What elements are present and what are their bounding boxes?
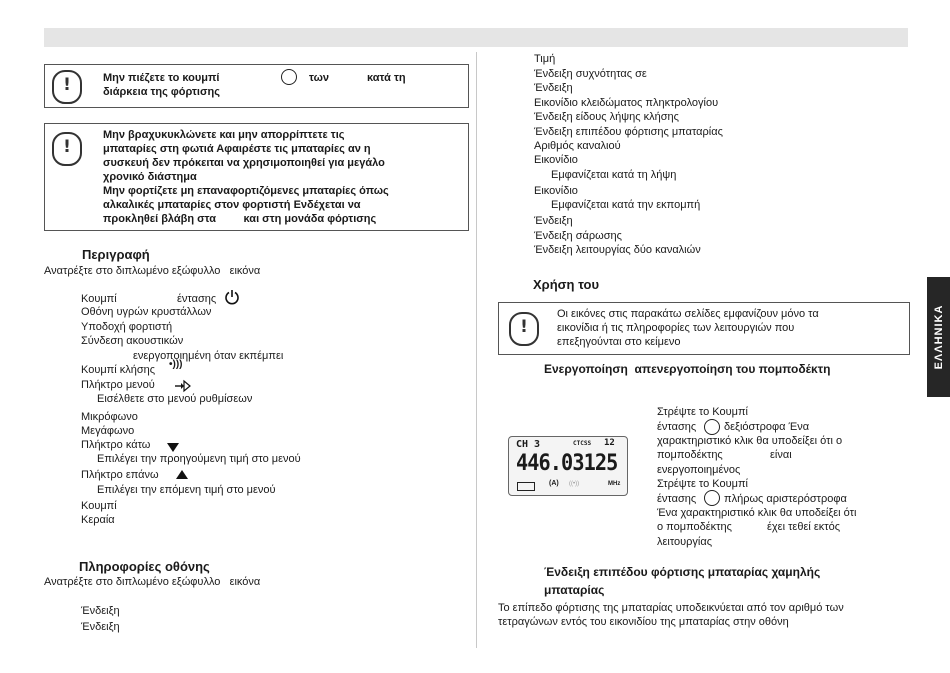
power-text: έντασης bbox=[657, 493, 697, 505]
warning2-line: Μην φορτίζετε μη επαναφορτιζόμενες μπαταρίες όπως bbox=[103, 185, 389, 197]
volume-knob-icon bbox=[704, 490, 720, 506]
item-down-desc: Επιλέγει την προηγούμενη τιμή στο μενού bbox=[97, 453, 301, 465]
power-text: Ένα χαρακτηριστικό κλικ θα υποδείξει ότι bbox=[657, 507, 857, 519]
lcd-channel: CH 3 bbox=[516, 439, 541, 450]
warning2-line: χρονικό διάστημα bbox=[103, 171, 197, 183]
warning-box-charging bbox=[44, 64, 469, 108]
power-text: είναι bbox=[770, 449, 792, 461]
display-list-item: Τιμή bbox=[534, 53, 556, 65]
display-info-item: Ένδειξη bbox=[81, 605, 120, 617]
lcd-battery-icon bbox=[517, 482, 535, 491]
lcd-tx-icon: ((•)) bbox=[569, 481, 580, 487]
power-text: δεξιόστροφα Ένα bbox=[724, 421, 810, 433]
item-down: Πλήκτρο κάτω bbox=[81, 439, 151, 451]
item-lcd: Οθόνη υγρών κρυστάλλων bbox=[81, 306, 212, 318]
column-divider bbox=[476, 52, 477, 648]
power-text: λειτουργίας bbox=[657, 536, 713, 548]
power-text: έχει τεθεί εκτός bbox=[767, 521, 841, 533]
item-led: ενεργοποιημένη όταν εκπέμπει bbox=[133, 350, 284, 362]
header-bar bbox=[44, 28, 908, 47]
battery-heading: μπαταρίας bbox=[544, 583, 605, 597]
display-list-item: Ένδειξη συχνότητας σε bbox=[534, 68, 647, 80]
usage-note-line: Οι εικόνες στις παρακάτω σελίδες εμφανίζουν μόνο τα bbox=[557, 308, 819, 320]
display-list-item: Ένδειξη επιπέδου φόρτισης μπαταρίας bbox=[534, 126, 723, 138]
description-intro: Ανατρέξτε στο διπλωμένο εξώφυλλο εικόνα bbox=[44, 265, 261, 277]
display-info-item: Ένδειξη bbox=[81, 621, 120, 633]
warning1-text-line2: διάρκεια της φόρτισης bbox=[103, 86, 220, 98]
display-list-item: Ένδειξη λειτουργίας δύο καναλιών bbox=[534, 244, 701, 256]
lcd-unit: MHz bbox=[608, 481, 621, 487]
lcd-code-number: 12 bbox=[604, 438, 615, 448]
display-list-item: Ένδειξη είδους λήψης κλήσης bbox=[534, 111, 679, 123]
volume-knob-icon bbox=[704, 419, 720, 435]
power-text: χαρακτηριστικό κλικ θα υποδείξει ότι ο bbox=[657, 435, 843, 447]
menu-icon bbox=[174, 379, 194, 393]
warning2-line: αλκαλικές μπαταρίες στον φορτιστή Ενδέχεται να bbox=[103, 199, 361, 211]
lcd-a-label: (A) bbox=[549, 480, 559, 487]
power-text: Στρέψτε το Κουμπί bbox=[657, 406, 748, 418]
item-antenna: Κεραία bbox=[81, 514, 115, 526]
power-icon bbox=[224, 289, 240, 305]
battery-text: Το επίπεδο φόρτισης της μπαταρίας υποδεικνύεται από τον αριθμό των bbox=[498, 602, 844, 614]
item-volume bbox=[81, 292, 117, 306]
item-button: Κουμπί bbox=[81, 500, 117, 512]
description-heading: Περιγραφή bbox=[82, 247, 150, 262]
display-list-item: Εικονίδιο bbox=[534, 154, 578, 166]
call-icon: •))) bbox=[169, 359, 183, 370]
item-charger: Υποδοχή φορτιστή bbox=[81, 321, 173, 333]
warning1-text-c: κατά τη bbox=[367, 72, 406, 84]
display-list-subitem: Εμφανίζεται κατά τη λήψη bbox=[551, 169, 677, 181]
display-list-item: Αριθμός καναλιού bbox=[534, 140, 621, 152]
item-call: Κουμπί κλήσης bbox=[81, 364, 156, 376]
item-menu-desc: Εισέλθετε στο μενού ρυθμίσεων bbox=[97, 393, 253, 405]
battery-text: τετραγώνων εντός του εικονιδίου της μπαταρίας στην οθόνη bbox=[498, 616, 789, 628]
display-list-item: Ένδειξη bbox=[534, 82, 573, 94]
warning-text-line1 bbox=[103, 71, 219, 85]
power-text: ενεργοποιημένος bbox=[657, 464, 741, 476]
warning-icon bbox=[52, 132, 82, 166]
item-volume-label-a: Κουμπί bbox=[81, 293, 117, 305]
item-mic: Μικρόφωνο bbox=[81, 411, 138, 423]
warning1-text-a: Μην πιέζετε το κουμπί bbox=[103, 72, 220, 84]
info-icon bbox=[509, 312, 539, 346]
battery-heading: Ένδειξη επιπέδου φόρτισης μπαταρίας χαμηλής bbox=[544, 565, 821, 579]
warning1-text-b: των bbox=[309, 72, 330, 84]
language-tab bbox=[927, 277, 950, 397]
warning2-line: Μην βραχυκυκλώνετε και μην απορρίπτετε τις bbox=[103, 129, 345, 141]
warning2-line: συσκευή δεν πρόκειται να χρησιμοποιηθεί για μεγάλο bbox=[103, 157, 385, 169]
display-list-subitem: Εμφανίζεται κατά την εκπομπή bbox=[551, 199, 701, 211]
power-text: πομποδέκτης bbox=[657, 449, 723, 461]
usage-note-box bbox=[498, 302, 910, 355]
power-button-icon bbox=[281, 69, 297, 85]
lcd-display-figure bbox=[508, 436, 628, 496]
lcd-frequency: 446.03125 bbox=[516, 451, 618, 476]
item-menu: Πλήκτρο μενού bbox=[81, 379, 155, 391]
warning2-line: προκληθεί βλάβη στα και στη μονάδα φόρτισης bbox=[103, 213, 377, 225]
power-heading: Ενεργοποίηση απενεργοποίηση του πομποδέκτη bbox=[544, 362, 831, 376]
power-text: πλήρως αριστερόστροφα bbox=[724, 493, 847, 505]
usage-note-line: επεξηγούνται στο κείμενο bbox=[557, 336, 681, 348]
display-list-item: Εικονίδιο κλειδώματος πληκτρολογίου bbox=[534, 97, 719, 109]
item-up-desc: Επιλέγει την επόμενη τιμή στο μενού bbox=[97, 484, 276, 496]
power-text: Στρέψτε το Κουμπί bbox=[657, 478, 748, 490]
display-list-item: Ένδειξη bbox=[534, 215, 573, 227]
power-text: έντασης bbox=[657, 421, 697, 433]
warning-box-batteries bbox=[44, 123, 469, 231]
display-list-item: Ένδειξη σάρωσης bbox=[534, 230, 622, 242]
display-info-heading: Πληροφορίες οθόνης bbox=[79, 559, 210, 574]
usage-note-line: εικονίδια ή τις πληροφορίες των λειτουργιών που bbox=[557, 322, 795, 334]
display-list-item: Εικονίδιο bbox=[534, 185, 578, 197]
lcd-code-label: CTCSS bbox=[573, 440, 592, 447]
warning-icon bbox=[52, 70, 82, 104]
item-volume-label-b: έντασης bbox=[177, 293, 217, 305]
item-up: Πλήκτρο επάνω bbox=[81, 469, 159, 481]
language-label: ΕΛΛΗΝΙΚΑ bbox=[932, 304, 945, 370]
power-text: ο πομποδέκτης bbox=[657, 521, 732, 533]
item-headset: Σύνδεση ακουστικών bbox=[81, 335, 184, 347]
display-info-intro: Ανατρέξτε στο διπλωμένο εξώφυλλο εικόνα bbox=[44, 576, 261, 588]
warning2-line: μπαταρίες στη φωτιά Αφαιρέστε τις μπαταρίες αν η bbox=[103, 143, 371, 155]
usage-heading: Χρήση του bbox=[533, 277, 600, 292]
item-speaker: Μεγάφωνο bbox=[81, 425, 135, 437]
